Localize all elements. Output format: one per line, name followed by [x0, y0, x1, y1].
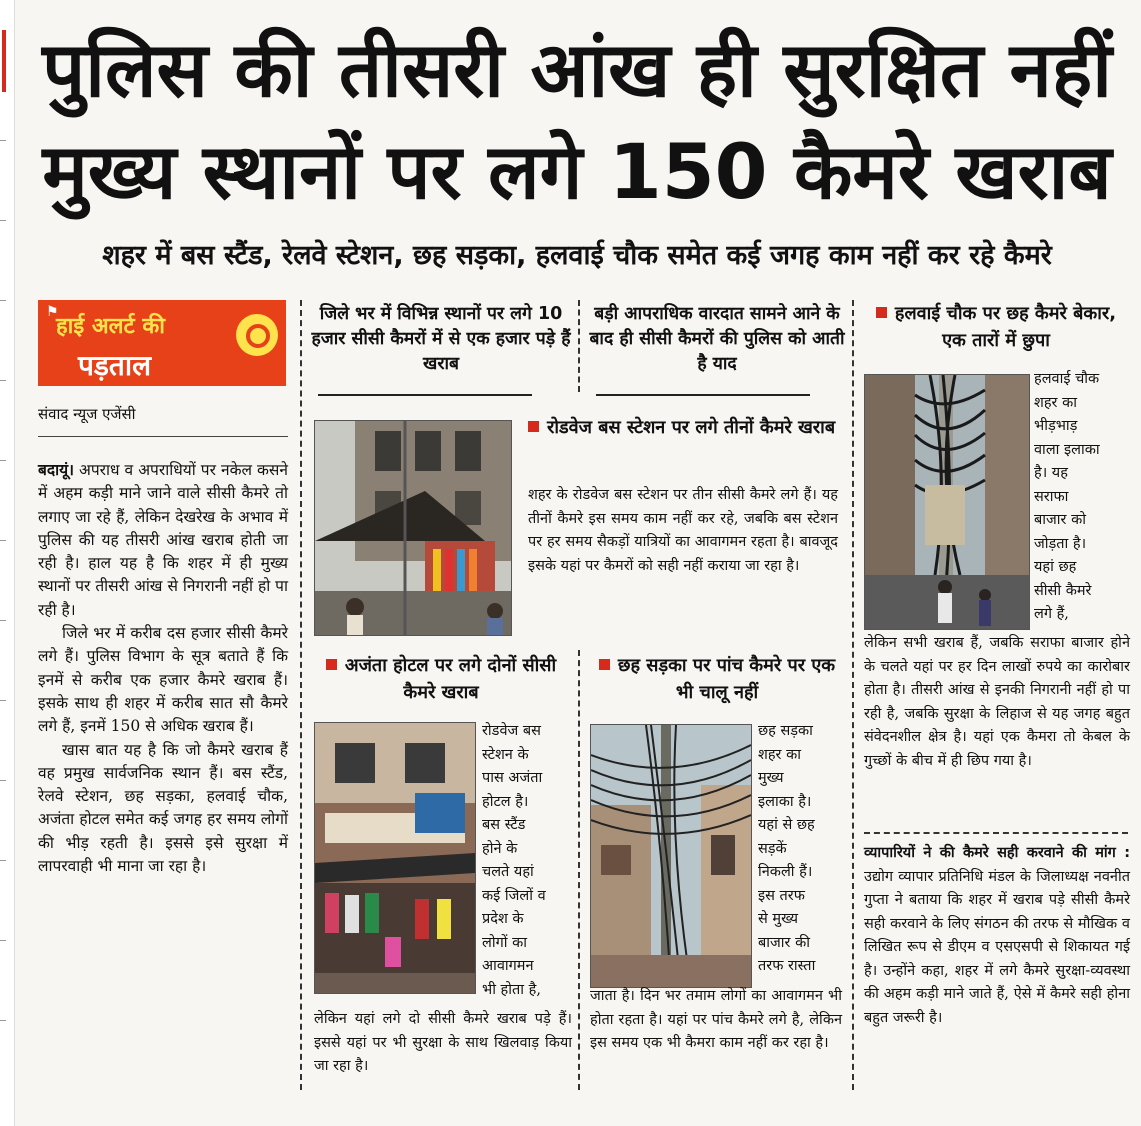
caption-line: सीसी कैमरे: [1034, 582, 1092, 599]
caption-line: शहर का: [1034, 394, 1077, 411]
margin-tick: [0, 140, 6, 141]
margin-tick: [0, 540, 6, 541]
column-divider: [300, 300, 302, 1090]
margin-tick: [0, 940, 6, 941]
column-divider: [852, 300, 854, 1090]
caption-line: बाजार की: [758, 934, 810, 951]
chhah-sadka-heading: [590, 652, 844, 706]
red-square-bullet: [876, 307, 887, 318]
halwai-chowk-heading-text: हलवाई चौक पर छह कैमरे बेकार, एक तारों में छुपा: [894, 303, 1117, 351]
margin-tick: [0, 380, 6, 381]
margin-tick: [0, 1020, 6, 1021]
caption-line: से मुख्य: [758, 911, 798, 927]
caption-line: शहर का: [758, 746, 801, 763]
roadways-heading-text: रोडवेज बस स्टेशन पर लगे तीनों कैमरे खराब: [547, 417, 836, 438]
ajanta-photo: [314, 722, 476, 994]
traders-body: उद्योग व्यापार प्रतिनिधि मंडल के जिलाध्यक्ष नवनीत गुप्ता ने बताया कि शहर में खराब पड़े सीसी कैमरे सही करवाने के लिए संगठन की तरफ से मौखिक व लिखित रूप से डीएम व एसएसपी से शिकायत गई है। उन्होंने कहा, शहर में लगे कैमरे सुरक्षा-व्यवस्था की अहम कड़ी माने जाते हैं, ऐसे में कैमरे सही होना बहुत जरूरी है।: [864, 868, 1130, 1026]
margin-tick: [0, 860, 6, 861]
caption-line: यहां से छह: [758, 817, 815, 833]
caption-line: लगे हैं,: [1034, 606, 1069, 622]
page-margin-strip: [0, 0, 15, 1126]
caption-line: बस स्टैंड: [482, 817, 526, 833]
caption-line: होने के: [482, 840, 518, 857]
margin-tick: [0, 300, 6, 301]
pullquote-rule: [596, 394, 810, 396]
caption-line: जोड़ता है।: [1034, 535, 1087, 552]
badge-line-2: पड़ताल: [78, 349, 152, 382]
caption-line: रोडवेज बस: [482, 723, 541, 739]
byline: संवाद न्यूज एजेंसी: [38, 405, 136, 423]
caption-line: बाजार को: [1034, 512, 1086, 528]
halwai-chowk-caption: [1034, 368, 1128, 627]
magnifier-icon: [236, 314, 278, 356]
red-square-bullet: [528, 421, 539, 432]
ajanta-heading-text: अजंता होटल पर लगे दोनों सीसी कैमरे खराब: [344, 655, 557, 703]
margin-tick: [0, 780, 6, 781]
caption-line: भी होता है,: [482, 981, 541, 998]
caption-line: यहां छह: [1034, 559, 1077, 575]
caption-line: कई जिलों व: [482, 887, 546, 904]
high-alert-badge: [38, 300, 286, 386]
caption-line: होटल है।: [482, 793, 529, 810]
caption-line: तरफ रास्ता: [758, 958, 816, 974]
main-story-text-1: अपराध व अपराधियों पर नकेल कसने में अहम कड़ी माने जाने वाले सीसी कैमरे तो लगाए जा रहे हैं, लेकिन देखरेख के अभाव में पुलिस की यह तीसरी आंख खराब होती जा रही है। हाल यह है कि शहर में ही मुख्य स्थानों पर तीसरी आंख से निगरानी नहीं हो पा रही है।: [38, 461, 288, 619]
chhah-sadka-body: जाता है। दिन भर तमाम लोगों का आवागमन भी होता रहता है। यहां पर पांच कैमरे लगे है, लेकिन इस समय एक भी कैमरा काम नहीं कर रहा है।: [590, 988, 842, 1051]
deck-subheadline: शहर में बस स्टैंड, रेलवे स्टेशन, छह सड़का, हलवाई चौक समेत कई जगह काम नहीं कर रहे कैमरे: [102, 240, 1052, 271]
main-story-para-3: खास बात यह है कि जो कैमरे खराब हैं वह प्रमुख सार्वजनिक स्थान हैं। बस स्टैंड, रेलवे स्टेशन, छह सड़का, हलवाई चौक, अजंता होटल समेत कई जगह हर समय लोगों की भीड़ रहती है। इससे इसे सुरक्षा में लापरवाही भी माना जा रहा है।: [38, 740, 288, 876]
caption-line: चलते यहां: [482, 864, 534, 880]
dateline: बदायूं।: [38, 460, 74, 479]
halwai-chowk-body: लेकिन सभी खराब हैं, जबकि सराफा बाजार होने के चलते यहां पर हर दिन लाखों रुपये का कारोबार होता है। तीसरी आंख से इनकी निगरानी नहीं हो पा रही है, जबकि सुरक्षा के लिहाज से यह जगह बहुत संवेदनशील क्षेत्र है। यहां एक कैमरा तो केबल के गुच्छों के बीच में ही छिप गया है।: [864, 635, 1130, 769]
caption-line: वाला इलाका: [1034, 441, 1100, 458]
roadways-body: शहर के रोडवेज बस स्टेशन पर तीन सीसी कैमरे लगे हैं। यह तीनों कैमरे इस समय काम नहीं कर रहे, जबकि बस स्टेशन पर हर समय सैकड़ों यात्रियों का आवागमन रहता है। बावजूद इसके यहां पर कैमरों को सही नहीं कराया जा रहा है।: [528, 487, 838, 574]
caption-line: इस तरफ: [758, 887, 805, 904]
byline-rule: [38, 436, 288, 437]
roadways-photo: [314, 420, 512, 636]
traders-heading: व्यापारियों ने की कैमरे सही करवाने की मांग :: [864, 845, 1130, 861]
traders-section: [864, 842, 1130, 1030]
caption-line: छह सड़का: [758, 723, 813, 739]
column-divider: [578, 650, 580, 1090]
chhah-sadka-photo: [590, 724, 752, 988]
pullquote-rule: [318, 394, 532, 396]
caption-line: आवागमन: [482, 958, 534, 974]
ajanta-heading: [314, 652, 568, 706]
margin-red-bar: [2, 30, 6, 92]
caption-line: निकली हैं।: [758, 864, 813, 880]
margin-tick: [0, 220, 6, 221]
margin-tick: [0, 460, 6, 461]
chhah-sadka-heading-text: छह सड़का पर पांच कैमरे पर एक भी चालू नहीं: [617, 655, 836, 703]
red-square-bullet: [326, 659, 337, 670]
red-square-bullet: [599, 659, 610, 670]
caption-line: सड़कें: [758, 840, 787, 857]
section-divider: [864, 832, 1128, 834]
caption-line: पास अजंता: [482, 770, 543, 786]
ajanta-caption: [482, 720, 574, 1002]
caption-line: प्रदेश के: [482, 911, 524, 927]
main-story-para-1: [38, 458, 288, 622]
ajanta-body: लेकिन यहां लगे दो सीसी कैमरे खराब पड़े हैं। इससे यहां पर भी सुरक्षा के साथ खिलवाड़ किया जा रहा है।: [314, 1011, 572, 1074]
caption-line: स्टेशन के: [482, 746, 529, 763]
margin-tick: [0, 620, 6, 621]
flag-icon: ⚑: [46, 304, 59, 320]
halwai-chowk-heading: [864, 300, 1128, 354]
halwai-chowk-photo: [864, 374, 1030, 630]
chhah-sadka-caption: [758, 720, 844, 979]
main-story-para-2: जिले भर में करीब दस हजार सीसी कैमरे लगे हैं। पुलिस विभाग के सूत्र बताते हैं कि इनमें से करीब एक हजार कैमरे खराब हैं। इसके साथ ही शहर में करीब सात सौ कैमरे लगे हैं, इनमें 150 से अधिक खराब हैं।: [38, 624, 288, 736]
pullquote-1: जिले भर में विभिन्न स्थानों पर लगे 10 हजार सीसी कैमरों में से एक हजार पड़े हैं खराब: [311, 304, 571, 374]
pullquote-2: बड़ी आपराधिक वारदात सामने आने के बाद ही सीसी कैमरों की पुलिस को आती है याद: [589, 304, 845, 374]
roadways-heading: [528, 414, 844, 441]
badge-line-1: हाई अलर्ट की: [56, 314, 165, 339]
caption-line: इलाका है।: [758, 793, 812, 810]
caption-line: भीड़भाड़: [1034, 418, 1078, 434]
headline-line-1: पुलिस की तीसरी आंख ही सुरक्षित नहीं: [42, 25, 1112, 114]
caption-line: मुख्य: [758, 770, 784, 786]
caption-line: हलवाई चौक: [1034, 371, 1100, 387]
margin-tick: [0, 700, 6, 701]
caption-line: है। यह: [1034, 465, 1068, 481]
pullquote-divider: [578, 300, 580, 392]
headline-line-2: मुख्य स्थानों पर लगे 150 कैमरे खराब: [42, 127, 1112, 216]
main-story: [38, 458, 288, 878]
caption-line: लोगों का: [482, 934, 528, 951]
caption-line: सराफा: [1034, 488, 1069, 505]
